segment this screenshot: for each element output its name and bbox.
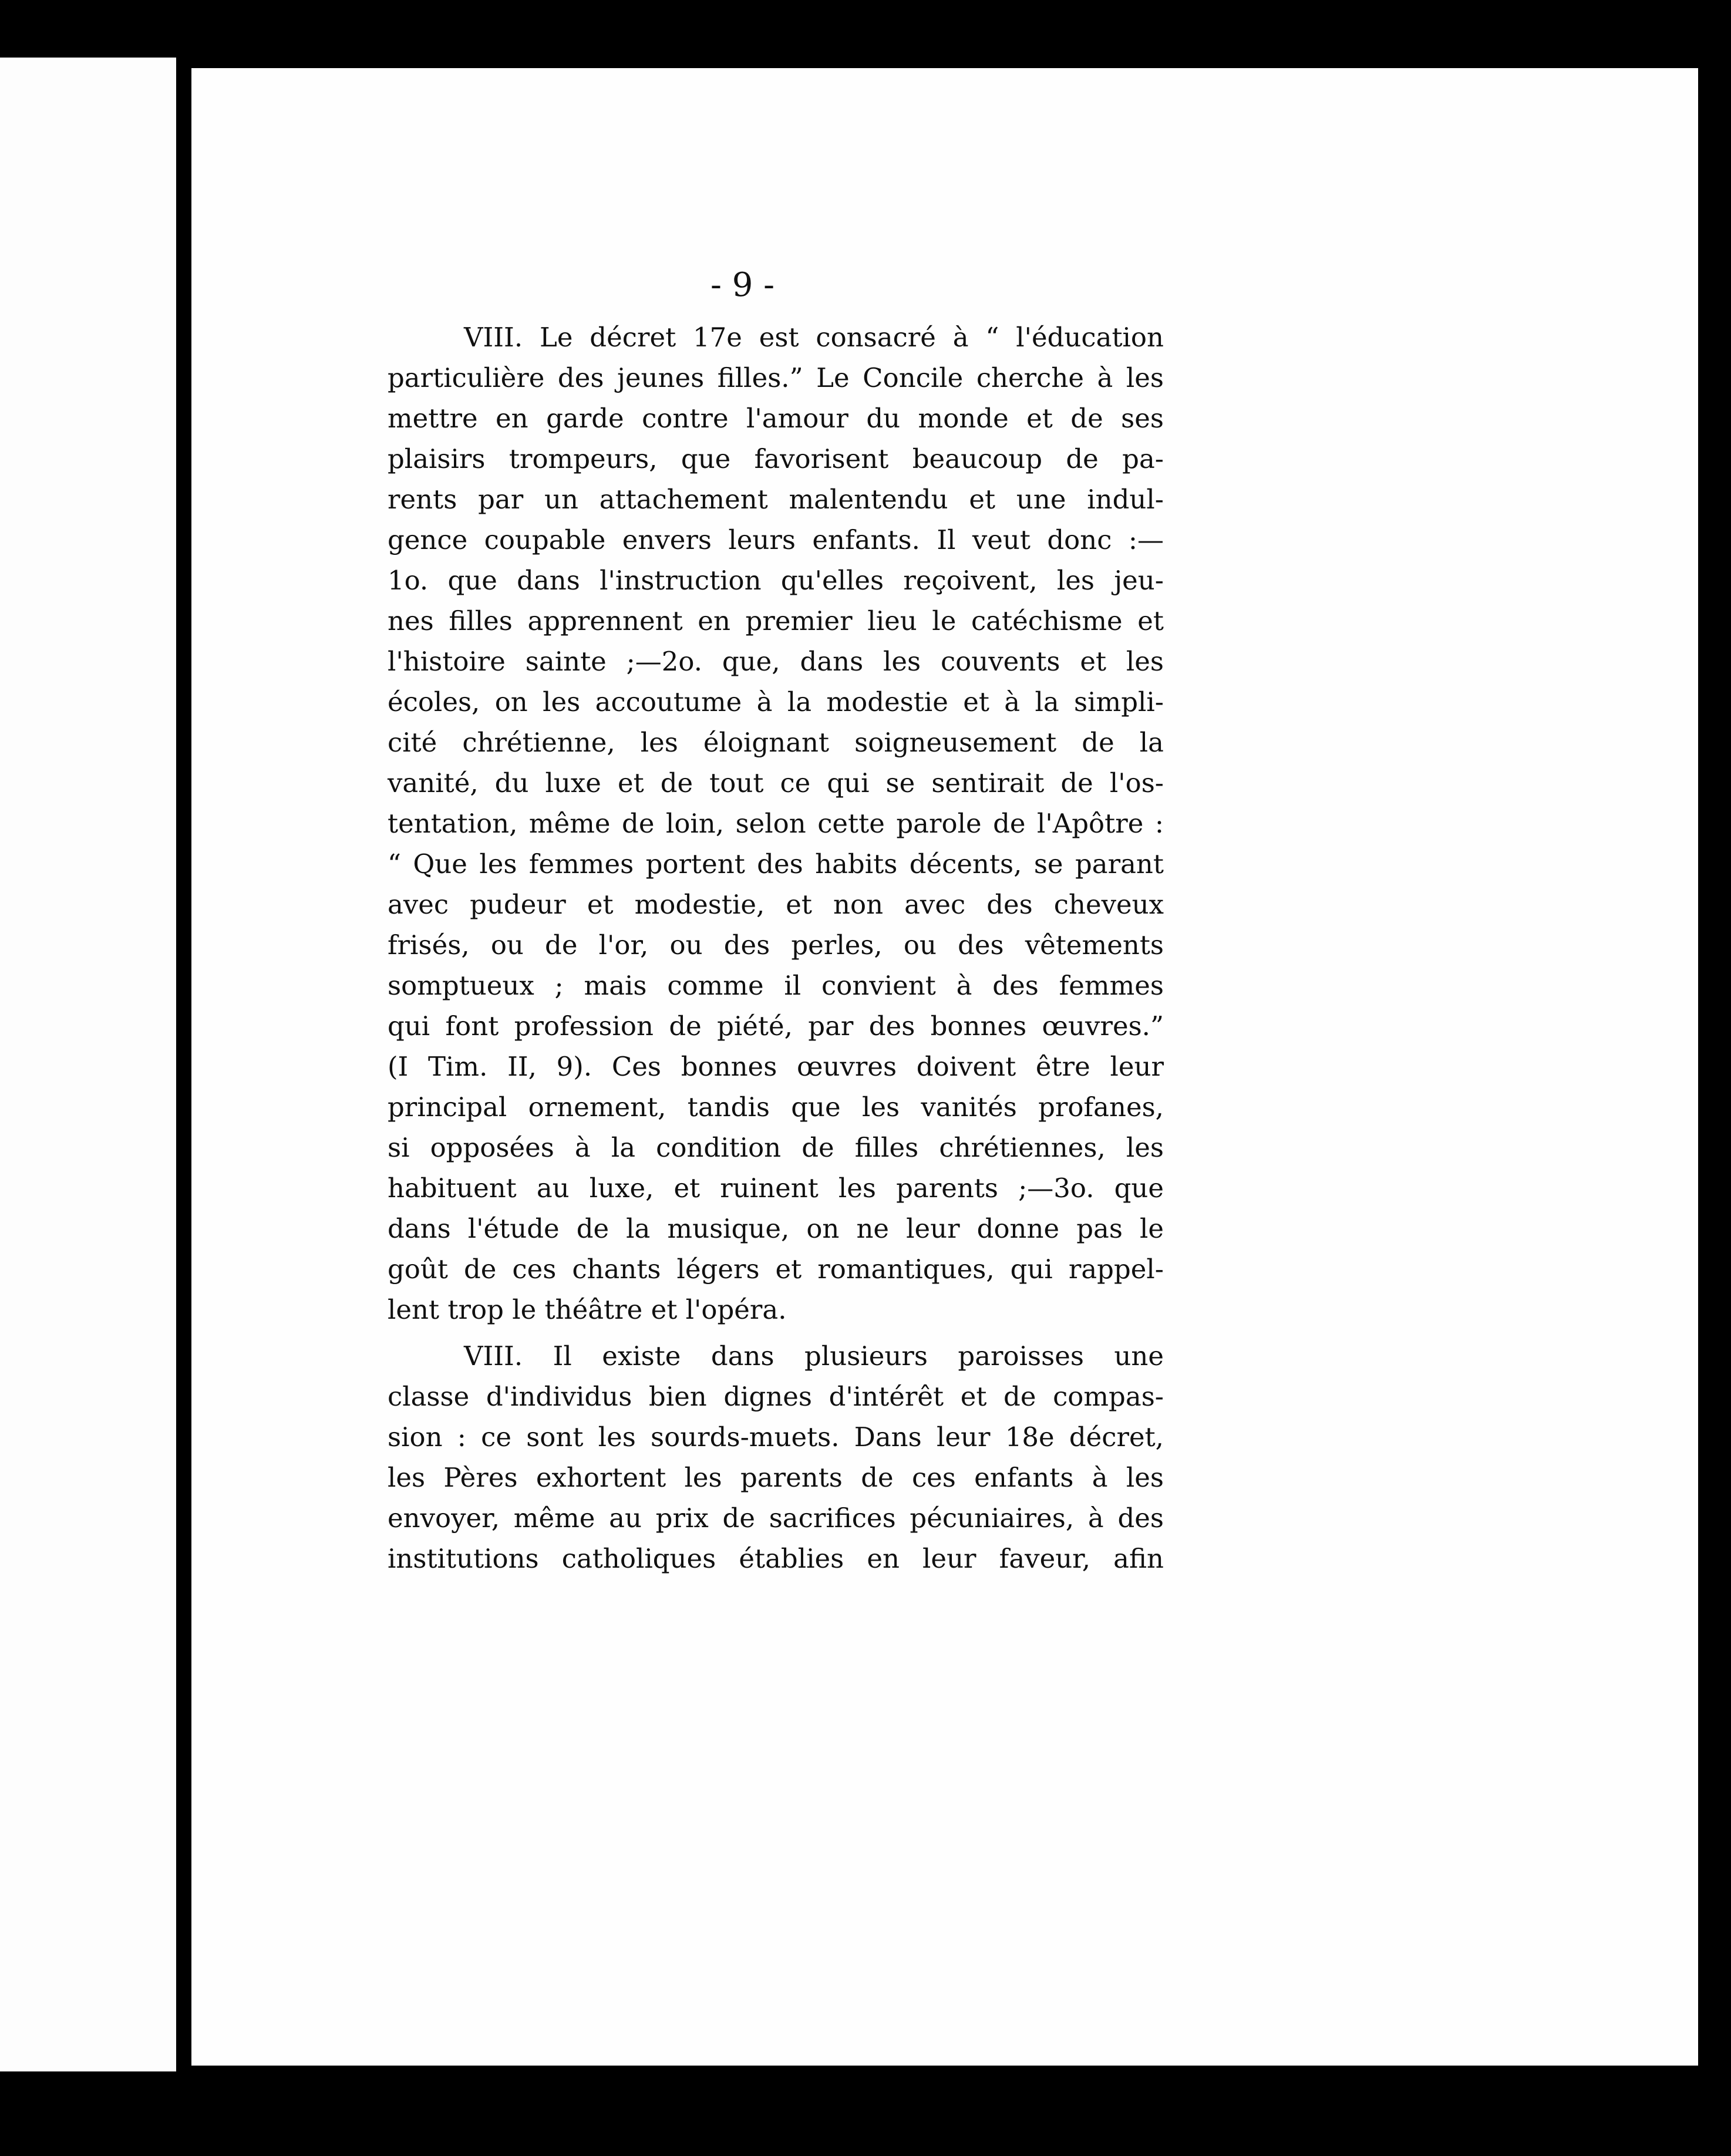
text-line: VIII. Le décret 17e est consacré à “ l'éducation — [464, 322, 1164, 353]
text-line: sion : ce sont les sourds-muets. Dans leur 18e décret, — [388, 1421, 1164, 1453]
text-line: gence coupable envers leurs enfants. Il veut donc :— — [388, 524, 1164, 555]
text-line: tentation, même de loin, selon cette parole de l'Apôtre : — [388, 808, 1164, 839]
paragraph-deaf-mute — [388, 1336, 1164, 1579]
text-line: l'histoire sainte ;—2o. que, dans les couvents et les — [388, 646, 1164, 677]
text-line: frisés, ou de l'or, ou des perles, ou des vêtements — [388, 929, 1164, 961]
text-line: cité chrétienne, les éloignant soigneusement de la — [388, 727, 1164, 758]
text-line: écoles, on les accoutume à la modestie et à la simpli- — [388, 686, 1164, 717]
text-line: nes filles apprennent en premier lieu le catéchisme et — [388, 605, 1164, 636]
text-line: si opposées à la condition de filles chrétiennes, les — [388, 1132, 1164, 1163]
text-line: vanité, du luxe et de tout ce qui se sentirait de l'os- — [388, 767, 1164, 799]
text-line: lent trop le théâtre et l'opéra. — [388, 1294, 787, 1325]
page-number: - 9 - — [710, 266, 775, 304]
facing-page-edge — [0, 58, 176, 2071]
text-line: avec pudeur et modestie, et non avec des cheveux — [388, 889, 1164, 920]
text-line: rents par un attachement malentendu et une indul- — [388, 484, 1164, 515]
text-line: institutions catholiques établies en leur faveur, afin — [388, 1543, 1164, 1574]
text-line: principal ornement, tandis que les vanités profanes, — [388, 1092, 1164, 1123]
text-line: qui font profession de piété, par des bonnes œuvres.” — [388, 1010, 1164, 1042]
text-line: habituent au luxe, et ruinent les parents ;—3o. que — [388, 1173, 1164, 1204]
text-line: envoyer, même au prix de sacrifices pécuniaires, à des — [388, 1503, 1164, 1534]
text-line: somptueux ; mais comme il convient à des femmes — [388, 970, 1164, 1001]
text-line: “ Que les femmes portent des habits décents, se parant — [388, 848, 1164, 880]
text-line: classe d'individus bien dignes d'intérêt et de compas- — [388, 1381, 1164, 1412]
text-line: goût de ces chants légers et romantiques, qui rappel- — [388, 1254, 1164, 1285]
text-line: dans l'étude de la musique, on ne leur donne pas le — [388, 1213, 1164, 1244]
text-line: VIII. Il existe dans plusieurs paroisses une — [464, 1340, 1164, 1372]
text-line: particulière des jeunes filles.” Le Concile cherche à les — [388, 362, 1164, 393]
text-line: (I Tim. II, 9). Ces bonnes œuvres doivent être leur — [388, 1051, 1164, 1082]
text-line: 1o. que dans l'instruction qu'elles reçoivent, les jeu- — [388, 565, 1164, 596]
text-line: les Pères exhortent les parents de ces enfants à les — [388, 1462, 1164, 1493]
body-text — [388, 317, 1164, 1579]
text-line: mettre en garde contre l'amour du monde et de ses — [388, 403, 1164, 434]
text-line: plaisirs trompeurs, que favorisent beaucoup de pa- — [388, 443, 1164, 474]
paragraph-decree-17 — [388, 317, 1164, 1330]
